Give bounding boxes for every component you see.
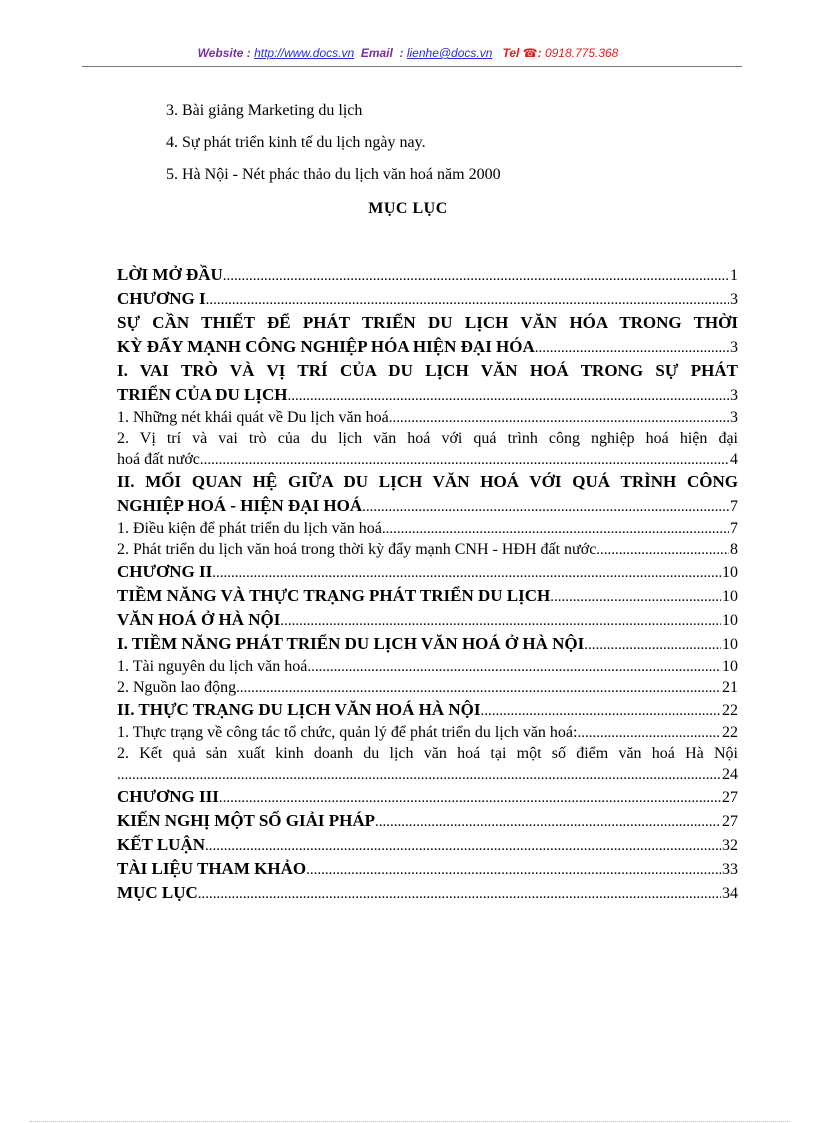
toc-dot-leader (219, 786, 721, 809)
tel-label: Tel ☎: (502, 46, 542, 60)
toc-page-number: 7 (730, 498, 738, 515)
toc-page-number: 10 (722, 612, 738, 629)
toc-page-number: 24 (722, 766, 738, 783)
toc-dot-leader (550, 585, 721, 608)
website-link[interactable]: http://www.docs.vn (254, 46, 355, 60)
toc-page-number: 32 (722, 837, 738, 854)
toc-entry[interactable] (117, 677, 738, 698)
toc-entry-text: VĂN HOÁ Ở HÀ NỘI (117, 610, 281, 629)
toc-entry[interactable] (117, 743, 738, 785)
toc-entry-text: TRIỂN CỦA DU LỊCH (117, 385, 288, 404)
toc-dot-leader (375, 810, 721, 833)
toc-entry[interactable] (117, 722, 738, 743)
toc-entry-text: 2. Nguồn lao động (117, 679, 237, 696)
toc-dot-leader (288, 384, 730, 407)
toc-entry-text: TIỀM NĂNG VÀ THỰC TRẠNG PHÁT TRIỂN DU LỊCH (117, 586, 551, 605)
toc-entry-text: 1. Tài nguyên du lịch văn hoá (117, 658, 308, 675)
toc-entry-text: CHƯƠNG II (117, 562, 213, 581)
toc-entry[interactable] (117, 698, 738, 722)
toc-entry-text: TÀI LIỆU THAM KHẢO (117, 859, 307, 878)
tel-number: 0918.775.368 (544, 46, 619, 60)
reference-item: 3. Bài giảng Marketing du lịch (166, 102, 363, 119)
toc-entry[interactable] (117, 833, 738, 857)
toc-page-number: 4 (730, 451, 738, 468)
toc-entry[interactable] (117, 518, 738, 539)
toc-title: MỤC LỤC (368, 200, 448, 217)
toc-dot-leader (577, 723, 721, 743)
toc-entry[interactable] (117, 359, 738, 407)
toc-dot-leader (382, 519, 729, 539)
toc-dot-leader (198, 882, 721, 905)
email-separator: : (399, 46, 404, 60)
toc-entry-text-line1: I. VAI TRÒ VÀ VỊ TRÍ CỦA DU LỊCH VĂN HOÁ TRONG SỰ PHÁT (117, 361, 738, 380)
toc-entry-text-line1: SỰ CẦN THIẾT ĐỂ PHÁT TRIỂN DU LỊCH VĂN HÓA TRONG THỜI (117, 313, 738, 332)
toc-entry[interactable] (117, 287, 738, 311)
toc-page-number: 3 (730, 387, 738, 404)
toc-page-number: 8 (730, 541, 738, 558)
toc-entry-text: KẾT LUẬN (117, 835, 206, 854)
toc-dot-leader (535, 336, 729, 359)
toc-page-number: 10 (722, 636, 738, 653)
toc-page-number: 1 (730, 267, 738, 284)
toc-dot-leader (280, 609, 721, 632)
toc-dot-leader (117, 765, 721, 785)
toc-entry-text: II. THỰC TRẠNG DU LỊCH VĂN HOÁ HÀ NỘI (117, 700, 481, 719)
toc-dot-leader (306, 858, 721, 881)
toc-page-number: 22 (722, 702, 738, 719)
website-label: Website : (197, 46, 251, 60)
toc-entry[interactable] (117, 428, 738, 470)
toc-entry[interactable] (117, 311, 738, 359)
toc-dot-leader (236, 678, 721, 698)
toc-entry-text: LỜI MỞ ĐẦU (117, 265, 223, 284)
toc-entry[interactable] (117, 881, 738, 905)
toc-entry[interactable] (117, 608, 738, 632)
toc-entry-text: 1. Điều kiện để phát triển du lịch văn hoá (117, 520, 382, 537)
toc-entry-text: 2. Phát triển du lịch văn hoá trong thời kỳ đẩy mạnh CNH - HĐH đất nước (117, 541, 597, 558)
toc-entry-text: MỤC LỤC (117, 883, 198, 902)
toc-entry-text: KIẾN NGHỊ MỘT SỐ GIẢI PHÁP (117, 811, 376, 830)
toc-entry[interactable] (117, 584, 738, 608)
toc-dot-leader (206, 288, 729, 311)
toc-page-number: 3 (730, 409, 738, 426)
toc-dot-leader (481, 699, 722, 722)
toc-page-number: 10 (722, 564, 738, 581)
toc-page-number: 3 (730, 339, 738, 356)
page-header (0, 46, 816, 60)
toc-entry[interactable] (117, 785, 738, 809)
toc-entry[interactable] (117, 656, 738, 677)
toc-entry-text: CHƯƠNG I (117, 289, 206, 308)
toc-page-number: 21 (722, 679, 738, 696)
toc-entry[interactable] (117, 857, 738, 881)
toc-page-number: 34 (722, 885, 738, 902)
toc-entry-text: CHƯƠNG III (117, 787, 219, 806)
toc-entry[interactable] (117, 809, 738, 833)
toc-page-number: 33 (722, 861, 738, 878)
toc-page-number: 3 (730, 291, 738, 308)
toc-page-number: 10 (722, 658, 738, 675)
toc-entry[interactable] (117, 539, 738, 560)
reference-list (166, 99, 501, 195)
email-link[interactable]: lienhe@docs.vn (406, 46, 493, 60)
toc-entry[interactable] (117, 407, 738, 428)
toc-entry-text-line1: 2. Kết quả sản xuất kinh doanh du lịch văn hoá tại một số điểm văn hoá Hà Nội (117, 745, 738, 762)
toc-dot-leader (596, 540, 729, 560)
toc-entry[interactable] (117, 632, 738, 656)
table-of-contents (117, 263, 738, 905)
toc-dot-leader (200, 450, 729, 470)
toc-page-number: 7 (730, 520, 738, 537)
toc-page-number: 10 (722, 588, 738, 605)
email-label: Email (360, 46, 393, 60)
toc-dot-leader (362, 495, 729, 518)
toc-dot-leader (389, 408, 729, 428)
toc-page-number: 27 (722, 813, 738, 830)
toc-dot-leader (223, 264, 729, 287)
page-bottom-border (30, 1121, 790, 1122)
toc-entry-text: KỲ ĐẨY MẠNH CÔNG NGHIỆP HÓA HIỆN ĐẠI HÓA (117, 337, 535, 356)
toc-entry-text: 1. Những nét khái quát về Du lịch văn hoá (117, 409, 389, 426)
toc-entry-text: hoá đất nước (117, 451, 200, 468)
toc-entry-text: I. TIỀM NĂNG PHÁT TRIỂN DU LỊCH VĂN HOÁ Ở HÀ NỘI (117, 634, 585, 653)
toc-dot-leader (584, 633, 721, 656)
toc-page-number: 22 (722, 724, 738, 741)
toc-entry-text-line1: 2. Vị trí và vai trò của du lịch văn hoá với quá trình công nghiệp hoá hiện đại (117, 430, 738, 447)
toc-dot-leader (212, 561, 721, 584)
toc-entry[interactable] (117, 263, 738, 287)
toc-entry-text: NGHIỆP HOÁ - HIỆN ĐẠI HOÁ (117, 496, 363, 515)
toc-entry-text: 1. Thực trạng về công tác tổ chức, quản lý để phát triển du lịch văn hoá: (117, 724, 578, 741)
reference-item: 5. Hà Nội - Nét phác thảo du lịch văn hoá năm 2000 (166, 166, 501, 183)
toc-page-number: 27 (722, 789, 738, 806)
toc-entry[interactable] (117, 560, 738, 584)
toc-dot-leader (307, 657, 721, 677)
toc-entry-text-line1: II. MỐI QUAN HỆ GIỮA DU LỊCH VĂN HOÁ VỚI QUÁ TRÌNH CÔNG (117, 472, 738, 491)
reference-item: 4. Sự phát triển kinh tế du lịch ngày nay. (166, 134, 426, 151)
toc-entry[interactable] (117, 470, 738, 518)
header-divider (82, 66, 742, 67)
toc-dot-leader (205, 834, 721, 857)
